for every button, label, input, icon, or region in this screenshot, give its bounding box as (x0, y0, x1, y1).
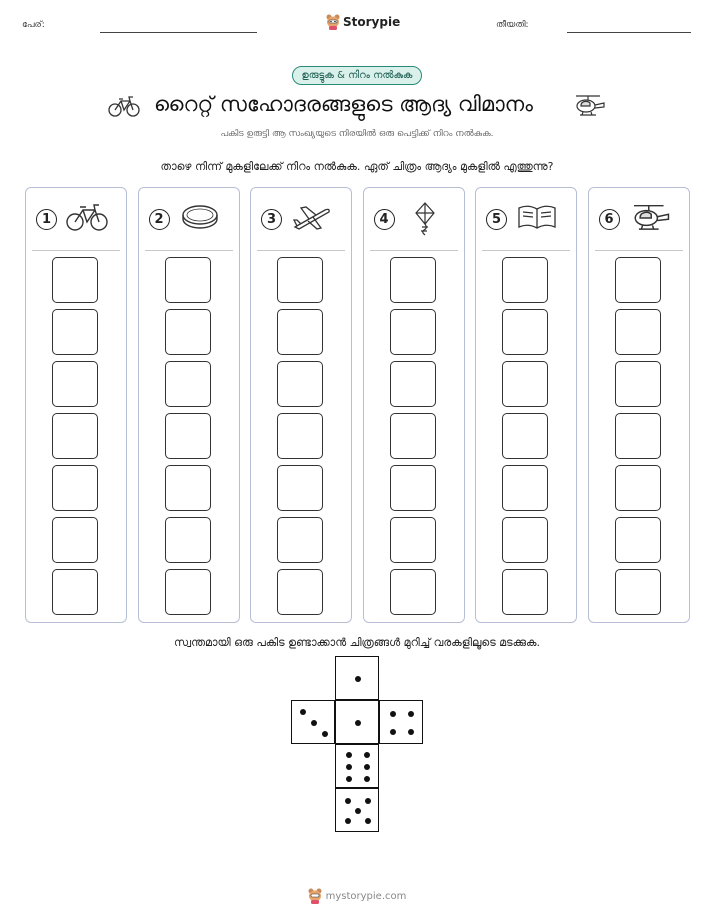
color-box[interactable] (52, 413, 98, 459)
color-box[interactable] (165, 413, 211, 459)
die-pip (355, 808, 361, 814)
column-divider (32, 250, 120, 251)
color-box[interactable] (390, 517, 436, 563)
color-box[interactable] (165, 257, 211, 303)
color-box[interactable] (502, 257, 548, 303)
color-box[interactable] (615, 465, 661, 511)
color-box[interactable] (615, 257, 661, 303)
color-box[interactable] (52, 309, 98, 355)
color-box[interactable] (390, 309, 436, 355)
color-box[interactable] (502, 361, 548, 407)
color-box[interactable] (165, 517, 211, 563)
footer (308, 888, 407, 904)
brand-name: Storypie (343, 15, 401, 29)
color-box[interactable] (277, 465, 323, 511)
die-pip (345, 818, 351, 824)
kite-icon (404, 202, 446, 240)
color-box[interactable] (502, 569, 548, 615)
color-box[interactable] (277, 413, 323, 459)
column-divider (482, 250, 570, 251)
die-pip (390, 711, 396, 717)
column-header (26, 188, 126, 250)
color-box[interactable] (502, 465, 548, 511)
die-pip (346, 776, 352, 782)
color-box[interactable] (390, 569, 436, 615)
die-pip (322, 731, 328, 737)
color-box[interactable] (390, 465, 436, 511)
column-number: 5 (486, 209, 507, 230)
die-pip (346, 764, 352, 770)
column-number: 2 (149, 209, 170, 230)
die-pip (365, 798, 371, 804)
column-number: 3 (261, 209, 282, 230)
color-box[interactable] (52, 517, 98, 563)
color-box[interactable] (502, 309, 548, 355)
instruction-text: താഴെ നിന്ന് മുകളിലേക്ക് നിറം നൽകുക. ഏത് ചിത്രം ആദ്യം മുകളിൽ എത്തുന്നു? (160, 160, 554, 173)
die-face-6 (335, 744, 379, 788)
die-pip (365, 818, 371, 824)
color-box[interactable] (277, 361, 323, 407)
color-box[interactable] (390, 413, 436, 459)
die-pip (364, 764, 370, 770)
helicopter-icon (629, 202, 671, 238)
column-header (251, 188, 351, 250)
color-box[interactable] (165, 361, 211, 407)
die-pip (355, 720, 361, 726)
color-box[interactable] (52, 257, 98, 303)
mascot-icon (326, 14, 340, 30)
page-subtitle: പകിട ഉരുട്ടി ആ സംഖ്യയുടെ നിരയിൽ ഒരു പെട്ടിക്ക് നിറം നൽകുക. (220, 129, 494, 139)
bicycle-icon (66, 202, 108, 236)
column-header (364, 188, 464, 250)
column-header (476, 188, 576, 250)
color-box[interactable] (277, 569, 323, 615)
column-3 (250, 187, 352, 623)
name-field[interactable] (100, 32, 257, 33)
column-header (139, 188, 239, 250)
die-pip (311, 720, 317, 726)
color-box[interactable] (502, 517, 548, 563)
title-helicopter-icon (572, 93, 606, 119)
column-number: 6 (599, 209, 620, 230)
color-box[interactable] (615, 361, 661, 407)
color-box[interactable] (615, 517, 661, 563)
color-box[interactable] (615, 309, 661, 355)
color-box[interactable] (615, 569, 661, 615)
coin-icon (179, 202, 221, 236)
column-number: 1 (36, 209, 57, 230)
die-pip (355, 676, 361, 682)
color-box[interactable] (52, 361, 98, 407)
brand-logo (326, 14, 400, 30)
die-pip (364, 776, 370, 782)
die-pip (364, 752, 370, 758)
column-4 (363, 187, 465, 623)
date-label: തീയതി: (496, 20, 529, 30)
date-field[interactable] (567, 32, 691, 33)
die-pip (390, 729, 396, 735)
color-box[interactable] (277, 517, 323, 563)
footer-mascot-icon (308, 888, 322, 904)
color-box[interactable] (52, 465, 98, 511)
die-face-3 (291, 700, 335, 744)
book-icon (516, 202, 558, 236)
die-face-1 (335, 700, 379, 744)
column-divider (145, 250, 233, 251)
column-1 (25, 187, 127, 623)
color-box[interactable] (615, 413, 661, 459)
color-box[interactable] (52, 569, 98, 615)
column-5 (475, 187, 577, 623)
column-number: 4 (374, 209, 395, 230)
die-face-4 (379, 700, 423, 744)
color-box[interactable] (165, 465, 211, 511)
column-header (589, 188, 689, 250)
die-face-5 (335, 788, 379, 832)
column-divider (370, 250, 458, 251)
color-box[interactable] (277, 309, 323, 355)
die-pip (408, 729, 414, 735)
airplane-icon (291, 202, 333, 236)
color-box[interactable] (277, 257, 323, 303)
die-pip (300, 709, 306, 715)
activity-badge: ഉരുട്ടുക & നിറം നൽകുക (292, 66, 423, 85)
color-box[interactable] (502, 413, 548, 459)
column-divider (257, 250, 345, 251)
color-box[interactable] (390, 257, 436, 303)
die-pip (345, 798, 351, 804)
footer-url: mystorypie.com (325, 890, 407, 902)
name-label: പേര്: (22, 20, 45, 30)
die-face-1 (335, 656, 379, 700)
dice-instruction: സ്വന്തമായി ഒരു പകിട ഉണ്ടാക്കാൻ ചിത്രങ്ങൾ മുറിച്ച് വരകളിലൂടെ മടക്കുക. (174, 636, 540, 649)
color-box[interactable] (390, 361, 436, 407)
column-6 (588, 187, 690, 623)
die-pip (346, 752, 352, 758)
title-bicycle-icon (108, 95, 140, 117)
color-box[interactable] (165, 569, 211, 615)
die-pip (408, 711, 414, 717)
column-2 (138, 187, 240, 623)
column-divider (595, 250, 683, 251)
color-box[interactable] (165, 309, 211, 355)
page-title: റൈറ്റ് സഹോദരങ്ങളുടെ ആദ്യ വിമാനം (154, 92, 533, 116)
